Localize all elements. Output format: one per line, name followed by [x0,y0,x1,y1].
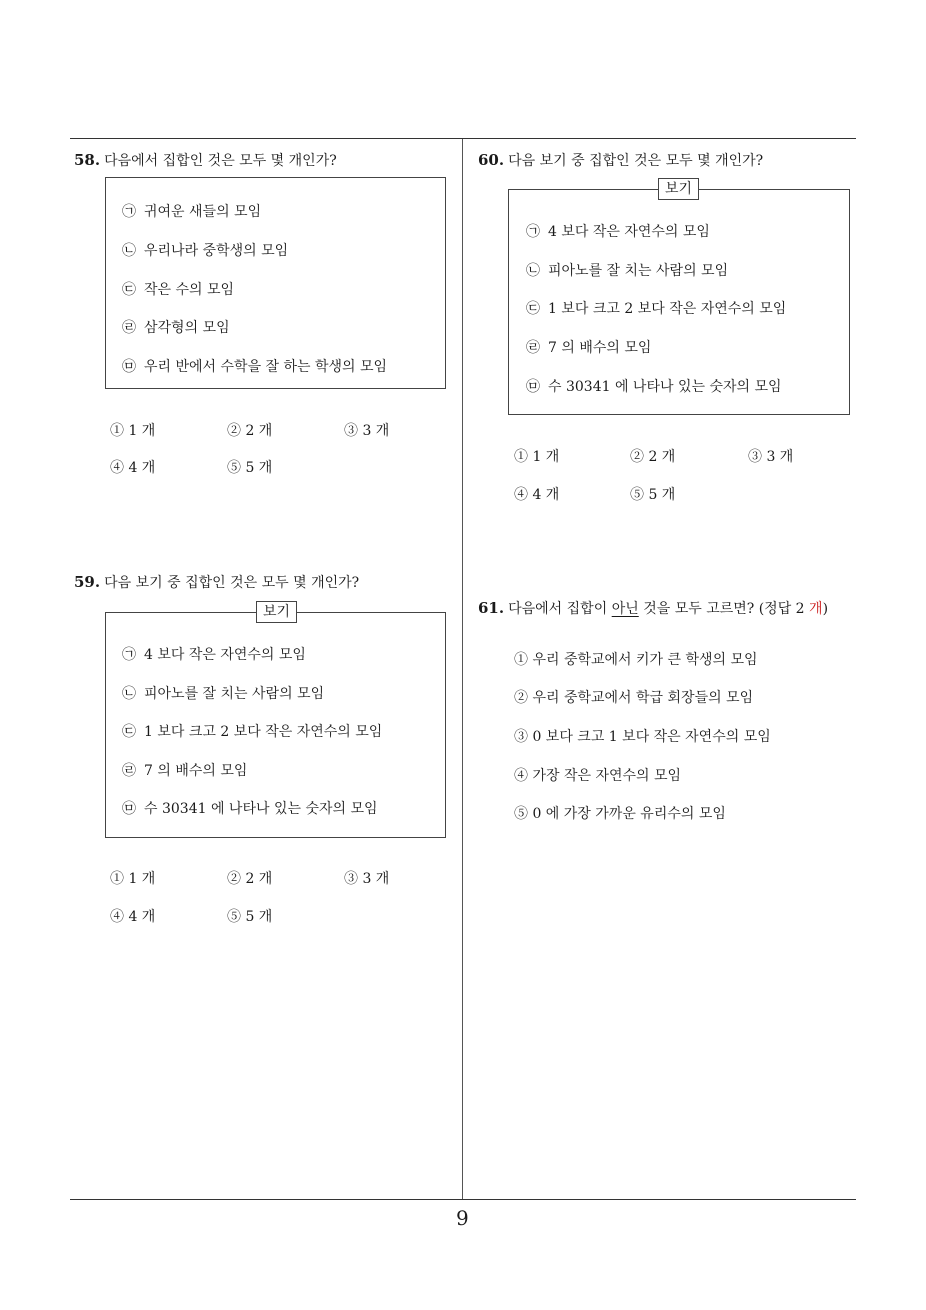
item-d: ㉣ 7 의 배수의 모임 [122,763,248,779]
question-60-title [478,150,763,170]
bottom-rule [70,1199,856,1200]
choice-2[interactable]: ② 우리 중학교에서 학급 회장들의 모임 [514,690,754,706]
question-number: 59. [74,573,101,591]
item-c: ㉢ 1 보다 크고 2 보다 작은 자연수의 모임 [122,724,383,740]
question-text-before: 다음에서 집합이 [508,601,612,617]
bogi-label: 보기 [256,601,297,623]
item-d: ㉣ 삼각형의 모임 [122,320,230,336]
choice-1[interactable]: ① 1 개 [110,871,156,887]
item-c: ㉢ 작은 수의 모임 [122,282,235,298]
item-b: ㉡ 피아노를 잘 치는 사람의 모임 [526,263,729,279]
choice-4[interactable]: ④ 4 개 [110,460,156,476]
item-e: ㉤ 수 30341 에 나타나 있는 숫자의 모임 [526,379,782,395]
choice-1[interactable]: ① 우리 중학교에서 키가 큰 학생의 모임 [514,652,758,668]
column-divider [462,139,463,1200]
question-text: 다음에서 집합인 것은 모두 몇 개인가? [104,153,337,169]
item-b: ㉡ 피아노를 잘 치는 사람의 모임 [122,686,325,702]
question-58-title [74,150,337,170]
item-e: ㉤ 우리 반에서 수학을 잘 하는 학생의 모임 [122,359,388,375]
question-number: 61. [478,599,505,617]
question-text: 다음 보기 중 집합인 것은 모두 몇 개인가? [508,153,764,169]
question-text-end: ) [822,601,829,617]
question-number: 58. [74,151,101,169]
underlined-word: 아닌 [611,601,639,617]
choice-5[interactable]: ⑤ 0 에 가장 가까운 유리수의 모임 [514,806,726,822]
item-e: ㉤ 수 30341 에 나타나 있는 숫자의 모임 [122,801,378,817]
choice-5[interactable]: ⑤ 5 개 [227,909,273,925]
question-text-after: 것을 모두 고르면? (정답 2 [638,601,810,617]
question-59-title [74,572,359,592]
top-rule [70,138,856,139]
choice-3[interactable]: ③ 3 개 [344,423,390,439]
bogi-label: 보기 [658,178,699,200]
choice-4[interactable]: ④ 4 개 [110,909,156,925]
choice-3[interactable]: ③ 3 개 [748,449,794,465]
choice-4[interactable]: ④ 4 개 [514,487,560,503]
choice-1[interactable]: ① 1 개 [514,449,560,465]
question-text: 다음 보기 중 집합인 것은 모두 몇 개인가? [104,575,360,591]
question-number: 60. [478,151,505,169]
page-number: 9 [456,1206,469,1230]
item-a: ㉠ 귀여운 새들의 모임 [122,204,262,220]
choice-2[interactable]: ② 2 개 [227,871,273,887]
choice-2[interactable]: ② 2 개 [227,423,273,439]
item-b: ㉡ 우리나라 중학생의 모임 [122,243,289,259]
choice-5[interactable]: ⑤ 5 개 [227,460,273,476]
choice-4[interactable]: ④ 가장 작은 자연수의 모임 [514,768,682,784]
item-c: ㉢ 1 보다 크고 2 보다 작은 자연수의 모임 [526,301,787,317]
choice-3[interactable]: ③ 0 보다 크고 1 보다 작은 자연수의 모임 [514,729,771,745]
item-a: ㉠ 4 보다 작은 자연수의 모임 [122,647,306,663]
choice-2[interactable]: ② 2 개 [630,449,676,465]
item-a: ㉠ 4 보다 작은 자연수의 모임 [526,224,710,240]
choice-5[interactable]: ⑤ 5 개 [630,487,676,503]
answer-count-unit: 개 [809,601,823,617]
question-61-title [478,598,828,618]
item-d: ㉣ 7 의 배수의 모임 [526,340,652,356]
choice-1[interactable]: ① 1 개 [110,423,156,439]
choice-3[interactable]: ③ 3 개 [344,871,390,887]
